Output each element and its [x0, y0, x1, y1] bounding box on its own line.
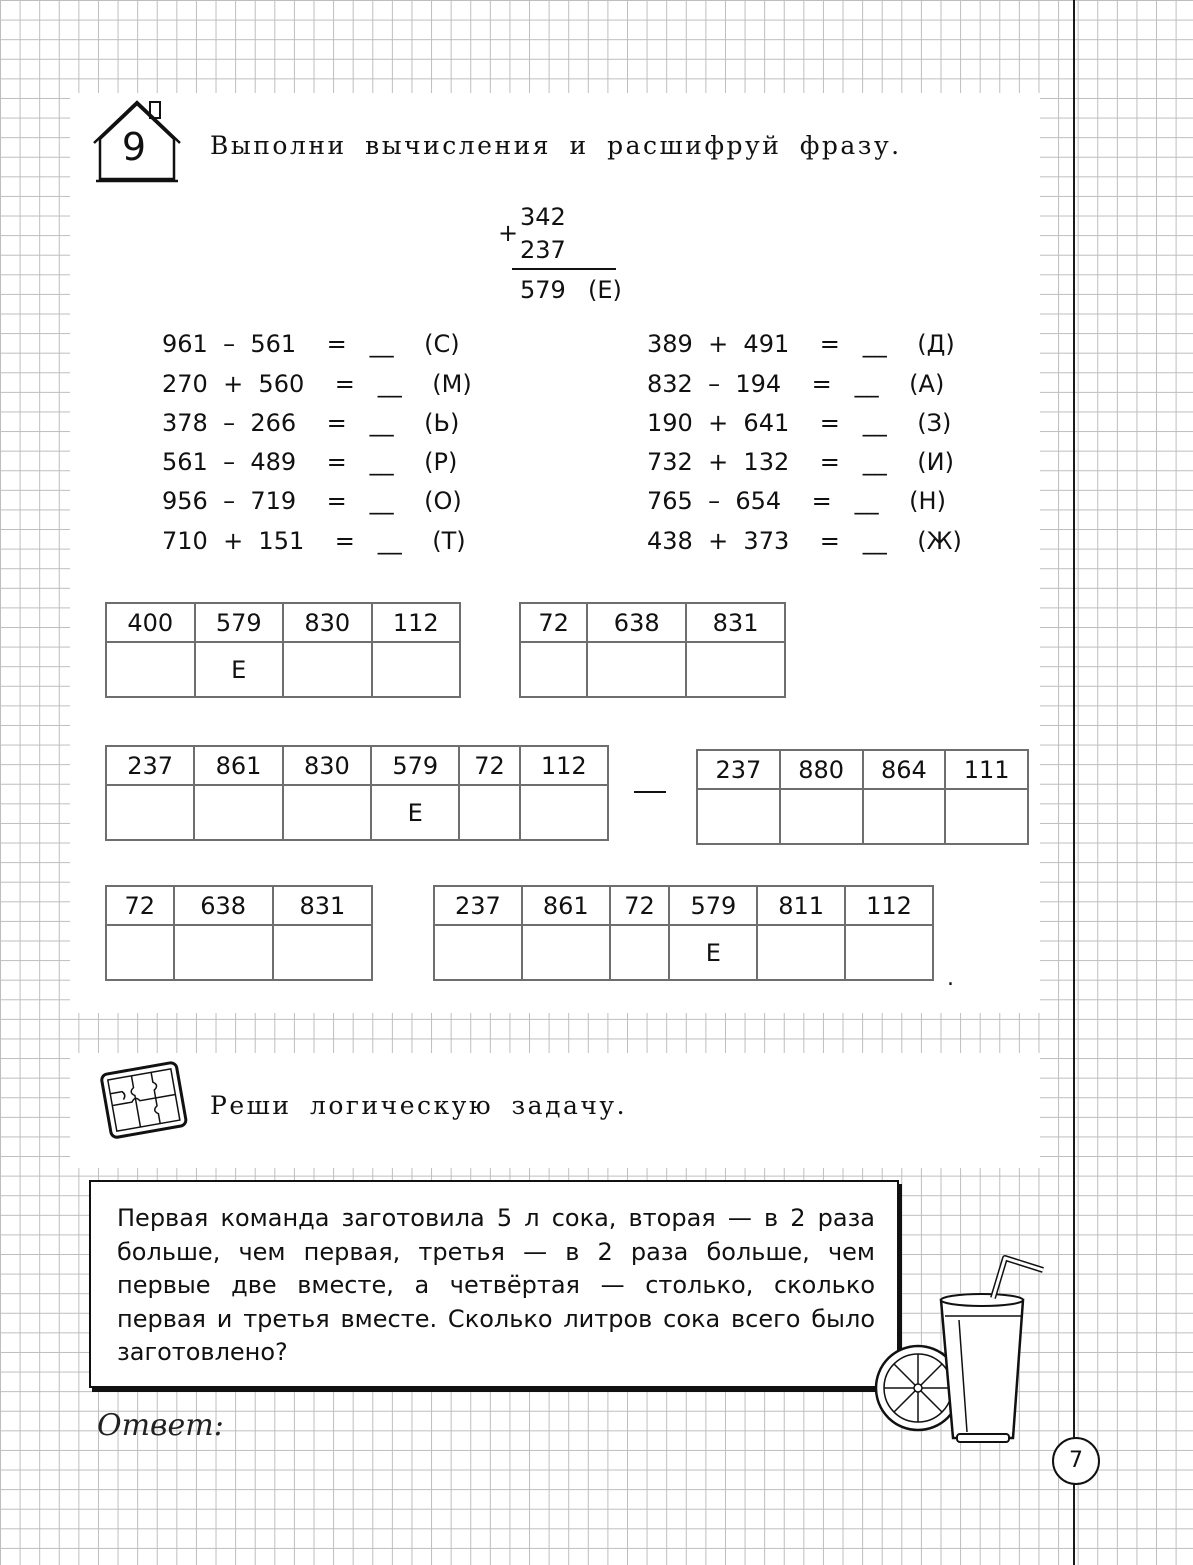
page-number: 7	[1052, 1437, 1100, 1485]
cipher-number: 861	[194, 746, 282, 785]
cipher-letter-cell[interactable]	[686, 642, 785, 697]
cipher-number: 72	[610, 886, 670, 925]
cipher-number: 811	[757, 886, 845, 925]
equation-right-3: 190 + 641 = __ (З)	[647, 409, 952, 437]
cipher-number: 831	[273, 886, 372, 925]
cipher-letter-cell[interactable]	[587, 642, 686, 697]
plus-sign: +	[498, 219, 519, 247]
cipher-letter-cell[interactable]	[106, 925, 174, 980]
cipher-letter-cell[interactable]	[273, 925, 372, 980]
cipher-number: 579	[669, 886, 757, 925]
cipher-number: 112	[372, 603, 461, 642]
sum-line	[512, 268, 616, 270]
cipher-letter-cell[interactable]	[520, 642, 587, 697]
task-number: 9	[121, 125, 147, 169]
cipher-number: 861	[522, 886, 610, 925]
cipher-table-4	[696, 749, 1029, 845]
cipher-letter-cell[interactable]	[610, 925, 670, 980]
equation-left-2: 270 + 560 = __ (М)	[162, 370, 472, 398]
problem-text: Первая команда заготовила 5 л сока, вторая — в 2 раза больше, чем первая, третья — в 2 раза больше, чем первые две вместе, а четвёртая — столько, сколько первая и третья вместе. Сколько литров сока всего было заготовлено?	[117, 1204, 875, 1366]
cipher-letter-cell[interactable]	[194, 785, 282, 840]
equation-right-6: 438 + 373 = __ (Ж)	[647, 527, 962, 555]
cipher-letter-cell[interactable]	[845, 925, 933, 980]
cipher-letter-cell[interactable]	[106, 642, 195, 697]
addend-2: 237	[520, 236, 566, 264]
cipher-number: 111	[945, 750, 1028, 789]
cipher-letter-cell[interactable]	[459, 785, 519, 840]
cipher-number: 579	[371, 746, 459, 785]
equation-right-2: 832 – 194 = __ (А)	[647, 370, 945, 398]
page-margin-line	[1073, 0, 1075, 1565]
cipher-number: 112	[520, 746, 608, 785]
cipher-number: 830	[283, 746, 371, 785]
cipher-number: 638	[587, 603, 686, 642]
juice-glass-icon	[873, 1250, 1053, 1450]
cipher-letter-cell[interactable]	[520, 785, 608, 840]
cipher-letter-cell[interactable]	[372, 642, 461, 697]
cipher-number: 237	[697, 750, 780, 789]
cipher-letter-cell[interactable]: Е	[669, 925, 757, 980]
cipher-table-6	[433, 885, 934, 981]
cipher-letter-cell[interactable]	[863, 789, 946, 844]
task9-title: Выполни вычисления и расшифруй фразу.	[210, 131, 902, 160]
equation-left-3: 378 – 266 = __ (Ь)	[162, 409, 460, 437]
cipher-letter-cell[interactable]	[283, 785, 371, 840]
cipher-letter-cell[interactable]	[434, 925, 522, 980]
equation-left-4: 561 – 489 = __ (Р)	[162, 448, 458, 476]
cipher-number: 72	[106, 886, 174, 925]
cipher-letter-cell[interactable]	[697, 789, 780, 844]
cipher-table-3	[105, 745, 609, 841]
equation-left-1: 961 – 561 = __ (С)	[162, 330, 460, 358]
cipher-letter-cell[interactable]	[522, 925, 610, 980]
cipher-letter-cell[interactable]	[780, 789, 863, 844]
equation-left-5: 956 – 719 = __ (О)	[162, 487, 462, 515]
cipher-number: 400	[106, 603, 195, 642]
sentence-end-dot: .	[947, 966, 954, 991]
cipher-number: 638	[174, 886, 273, 925]
answer-label: Ответ:	[97, 1408, 224, 1443]
cipher-number: 72	[520, 603, 587, 642]
cipher-table-1	[105, 602, 461, 698]
cipher-letter-cell[interactable]	[757, 925, 845, 980]
cipher-number: 831	[686, 603, 785, 642]
sum-result: 579	[520, 276, 566, 304]
cipher-letter-cell[interactable]: Е	[371, 785, 459, 840]
sum-letter: (Е)	[588, 276, 622, 304]
addend-1: 342	[520, 203, 566, 231]
cipher-letter-cell[interactable]	[174, 925, 273, 980]
problem-box	[89, 1180, 899, 1388]
equation-right-4: 732 + 132 = __ (И)	[647, 448, 954, 476]
cipher-number: 864	[863, 750, 946, 789]
cipher-number: 112	[845, 886, 933, 925]
cipher-table-5	[105, 885, 373, 981]
cipher-letter-cell[interactable]	[283, 642, 372, 697]
cipher-number: 579	[195, 603, 284, 642]
equation-right-5: 765 – 654 = __ (Н)	[647, 487, 946, 515]
cipher-letter-cell[interactable]	[106, 785, 194, 840]
cipher-number: 880	[780, 750, 863, 789]
cipher-number: 72	[459, 746, 519, 785]
cipher-letter-cell[interactable]	[945, 789, 1028, 844]
cipher-table-2	[519, 602, 786, 698]
addition-example	[498, 200, 628, 310]
word-dash	[634, 791, 666, 793]
equation-left-6: 710 + 151 = __ (Т)	[162, 527, 466, 555]
cipher-number: 830	[283, 603, 372, 642]
cipher-number: 237	[434, 886, 522, 925]
cipher-number: 237	[106, 746, 194, 785]
cipher-letter-cell[interactable]: Е	[195, 642, 284, 697]
equation-right-1: 389 + 491 = __ (Д)	[647, 330, 955, 358]
puzzle-icon	[96, 1058, 192, 1144]
task10-title: Реши логическую задачу.	[210, 1091, 628, 1120]
